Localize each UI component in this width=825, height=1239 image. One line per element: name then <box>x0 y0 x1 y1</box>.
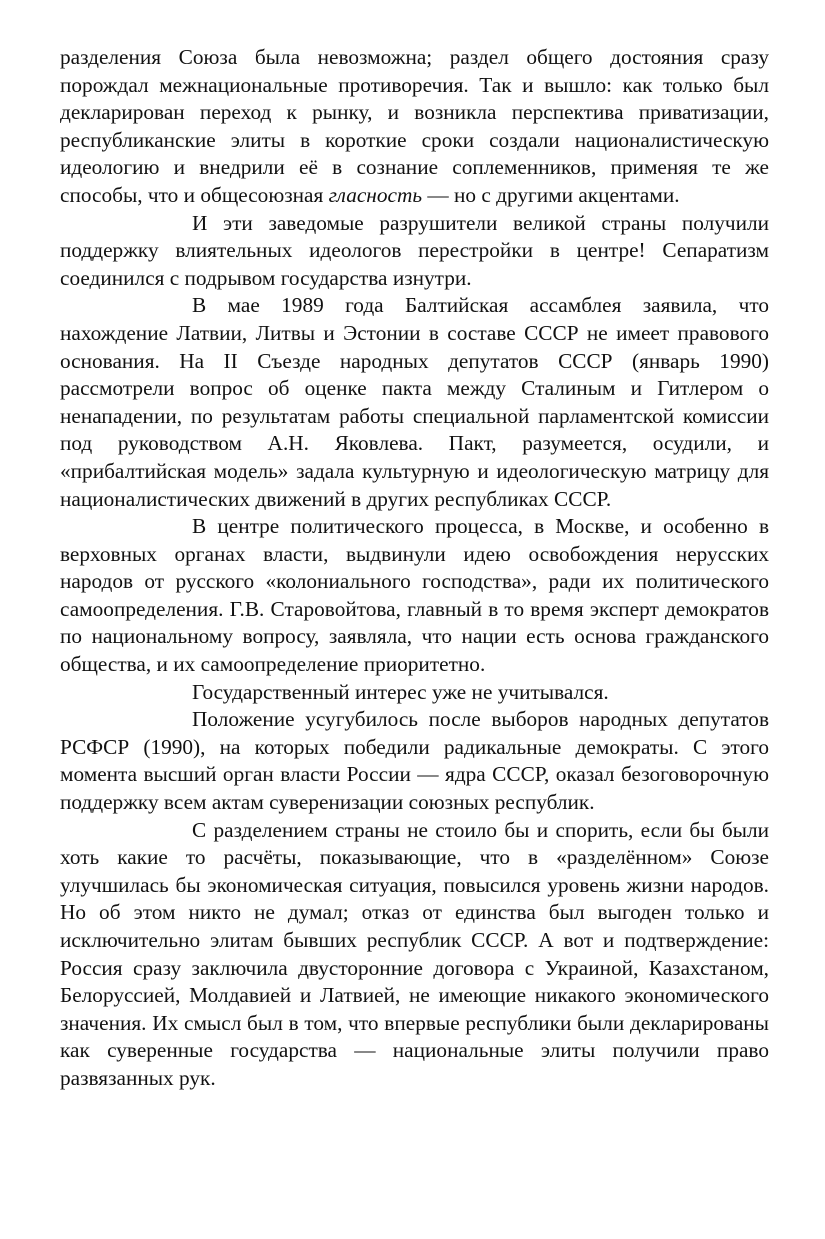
paragraph-3 <box>60 292 769 513</box>
paragraph-1-text-end: — но с другими акцентами. <box>422 182 680 207</box>
paragraph-4 <box>60 513 769 679</box>
paragraph-5 <box>60 679 769 707</box>
paragraph-7-text: С разделением страны не стоило бы и спорить, если бы были хоть какие то расчёты, показывающие, что в «разделённом» Союзе улучшилась бы экономическая ситуация, повысился уровень жизни народов. Но об этом никто не думал; отказ от единства был выгоден только и исключительно элитам бывших республик СССР. А вот и подтверждение: Россия сразу заключила двусторонние договора с Украиной, Казахстаном, Белоруссией, Молдавией и Латвией, не имеющие никакого экономического значения. Их смысл был в том, что впервые республики были декларированы как суверенные государства — национальные элиты получили право развязанных рук. <box>60 817 769 1090</box>
paragraph-7 <box>60 817 769 1093</box>
paragraph-1-emphasis: гласность <box>328 182 423 207</box>
paragraph-1-text: разделения Союза была невозможна; раздел общего достояния сразу порождал межнациональные противоречия. Так и вышло: как только был декларирован переход к рынку, и возникла перспектива приватизации, республиканские элиты в короткие сроки создали националистическую идеологию и внедрили её в сознание соплеменников, применяя те же способы, что и общесоюзная <box>60 45 769 207</box>
document-page <box>60 44 769 1093</box>
paragraph-4-text: В центре политического процесса, в Москве, и особенно в верховных органах власти, выдвинули идею освобождения нерусских народов от русского «колониального господства», ради их политического самоопределения. Г.В. Старовойтова, главный в то время эксперт демократов по национальному вопросу, заявляла, что нации есть основа гражданского общества, и их самоопределение приоритетно. <box>60 514 769 677</box>
paragraph-2-text: И эти заведомые разрушители великой страны получили поддержку влиятельных идеологов перестройки в центре! Сепаратизм соединился с подрывом государства изнутри. <box>60 210 769 290</box>
paragraph-6-text: Положение усугубилось после выборов народных депутатов РСФСР (1990), на которых победили радикальные демократы. С этого момента высший орган власти России — ядра СССР, оказал безоговорочную поддержку всем актам суверенизации союзных республик. <box>60 707 769 815</box>
paragraph-6 <box>60 706 769 816</box>
paragraph-5-text: Государственный интерес уже не учитывался. <box>192 679 609 704</box>
paragraph-2 <box>60 210 769 293</box>
paragraph-1 <box>60 44 769 210</box>
paragraph-3-text: В мае 1989 года Балтийская ассамблея заявила, что нахождение Латвии, Литвы и Эстонии в составе СССР не имеет правового основания. На II Съезде народных депутатов СССР (январь 1990) рассмотрели вопрос об оценке пакта между Сталиным и Гитлером о ненападении, по результатам работы специальной парламентской комиссии под руководством А.Н. Яковлева. Пакт, разумеется, осудили, и «прибалтийская модель» задала культурную и идеологическую матрицу для националистических движений в других республиках СССР. <box>60 293 769 511</box>
